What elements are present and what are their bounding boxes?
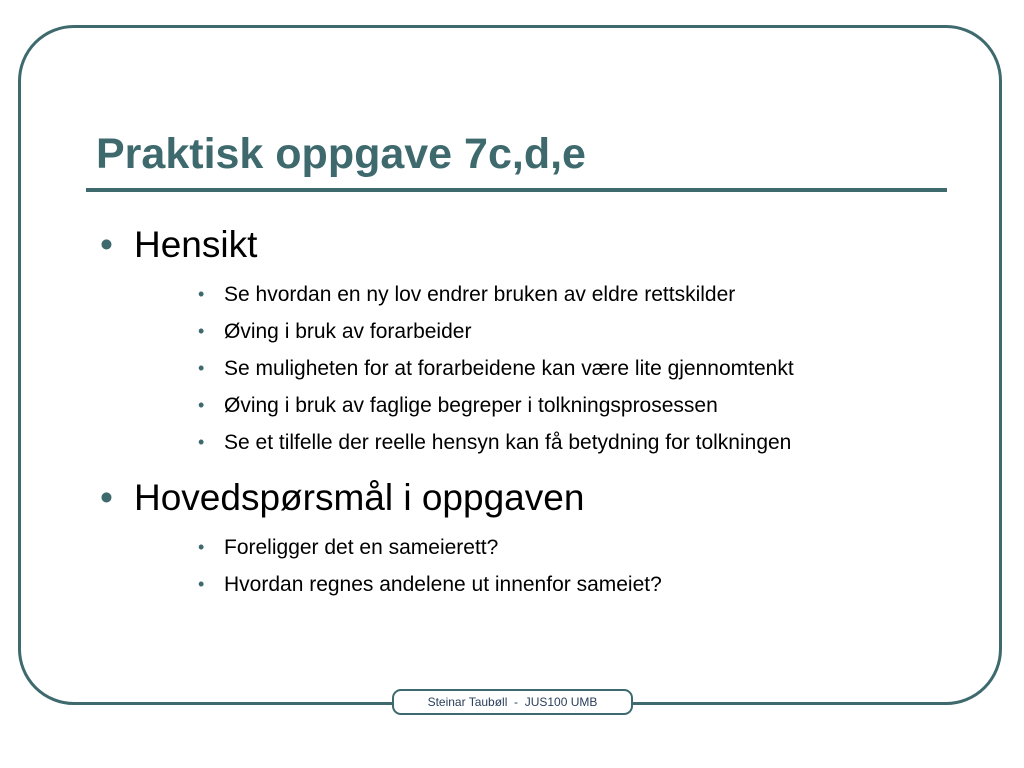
hovedsporsmal-list xyxy=(0,529,1024,603)
list-item xyxy=(0,350,1024,387)
title-underline xyxy=(86,188,947,192)
list-item xyxy=(0,276,1024,313)
bullet-icon: • xyxy=(198,321,205,341)
list-item xyxy=(0,387,1024,424)
section-heading-hovedsporsmal xyxy=(0,475,1024,521)
bullet-icon: • xyxy=(198,358,205,378)
slide-content xyxy=(0,222,1024,603)
list-item-text: Se et tilfelle der reelle hensyn kan få betydning for tolkningen xyxy=(224,431,792,454)
list-item-text: Se hvordan en ny lov endrer bruken av eldre rettskilder xyxy=(224,283,736,306)
hensikt-list xyxy=(0,276,1024,461)
bullet-icon: • xyxy=(198,432,205,452)
bullet-icon: • xyxy=(198,395,205,415)
bullet-icon: • xyxy=(100,224,113,265)
section-heading-text: Hensikt xyxy=(134,224,258,265)
bullet-icon: • xyxy=(198,574,205,594)
list-item xyxy=(0,424,1024,461)
list-item-text: Foreligger det en sameierett? xyxy=(224,536,499,559)
section-heading-hensikt xyxy=(0,222,1024,268)
list-item xyxy=(0,566,1024,603)
list-item-text: Hvordan regnes andelene ut innenfor sameiet? xyxy=(224,573,662,596)
footer-label: Steinar Taubøll - JUS100 UMB xyxy=(392,689,633,715)
list-item-text: Øving i bruk av forarbeider xyxy=(224,320,472,343)
bullet-icon: • xyxy=(198,284,205,304)
list-item xyxy=(0,529,1024,566)
slide-title: Praktisk oppgave 7c,d,e xyxy=(96,130,586,178)
section-heading-text: Hovedspørsmål i oppgaven xyxy=(134,477,585,518)
bullet-icon: • xyxy=(100,477,113,518)
bullet-icon: • xyxy=(198,537,205,557)
list-item-text: Se muligheten for at forarbeidene kan være lite gjennomtenkt xyxy=(224,357,794,380)
list-item-text: Øving i bruk av faglige begreper i tolkningsprosessen xyxy=(224,394,718,417)
list-item xyxy=(0,313,1024,350)
